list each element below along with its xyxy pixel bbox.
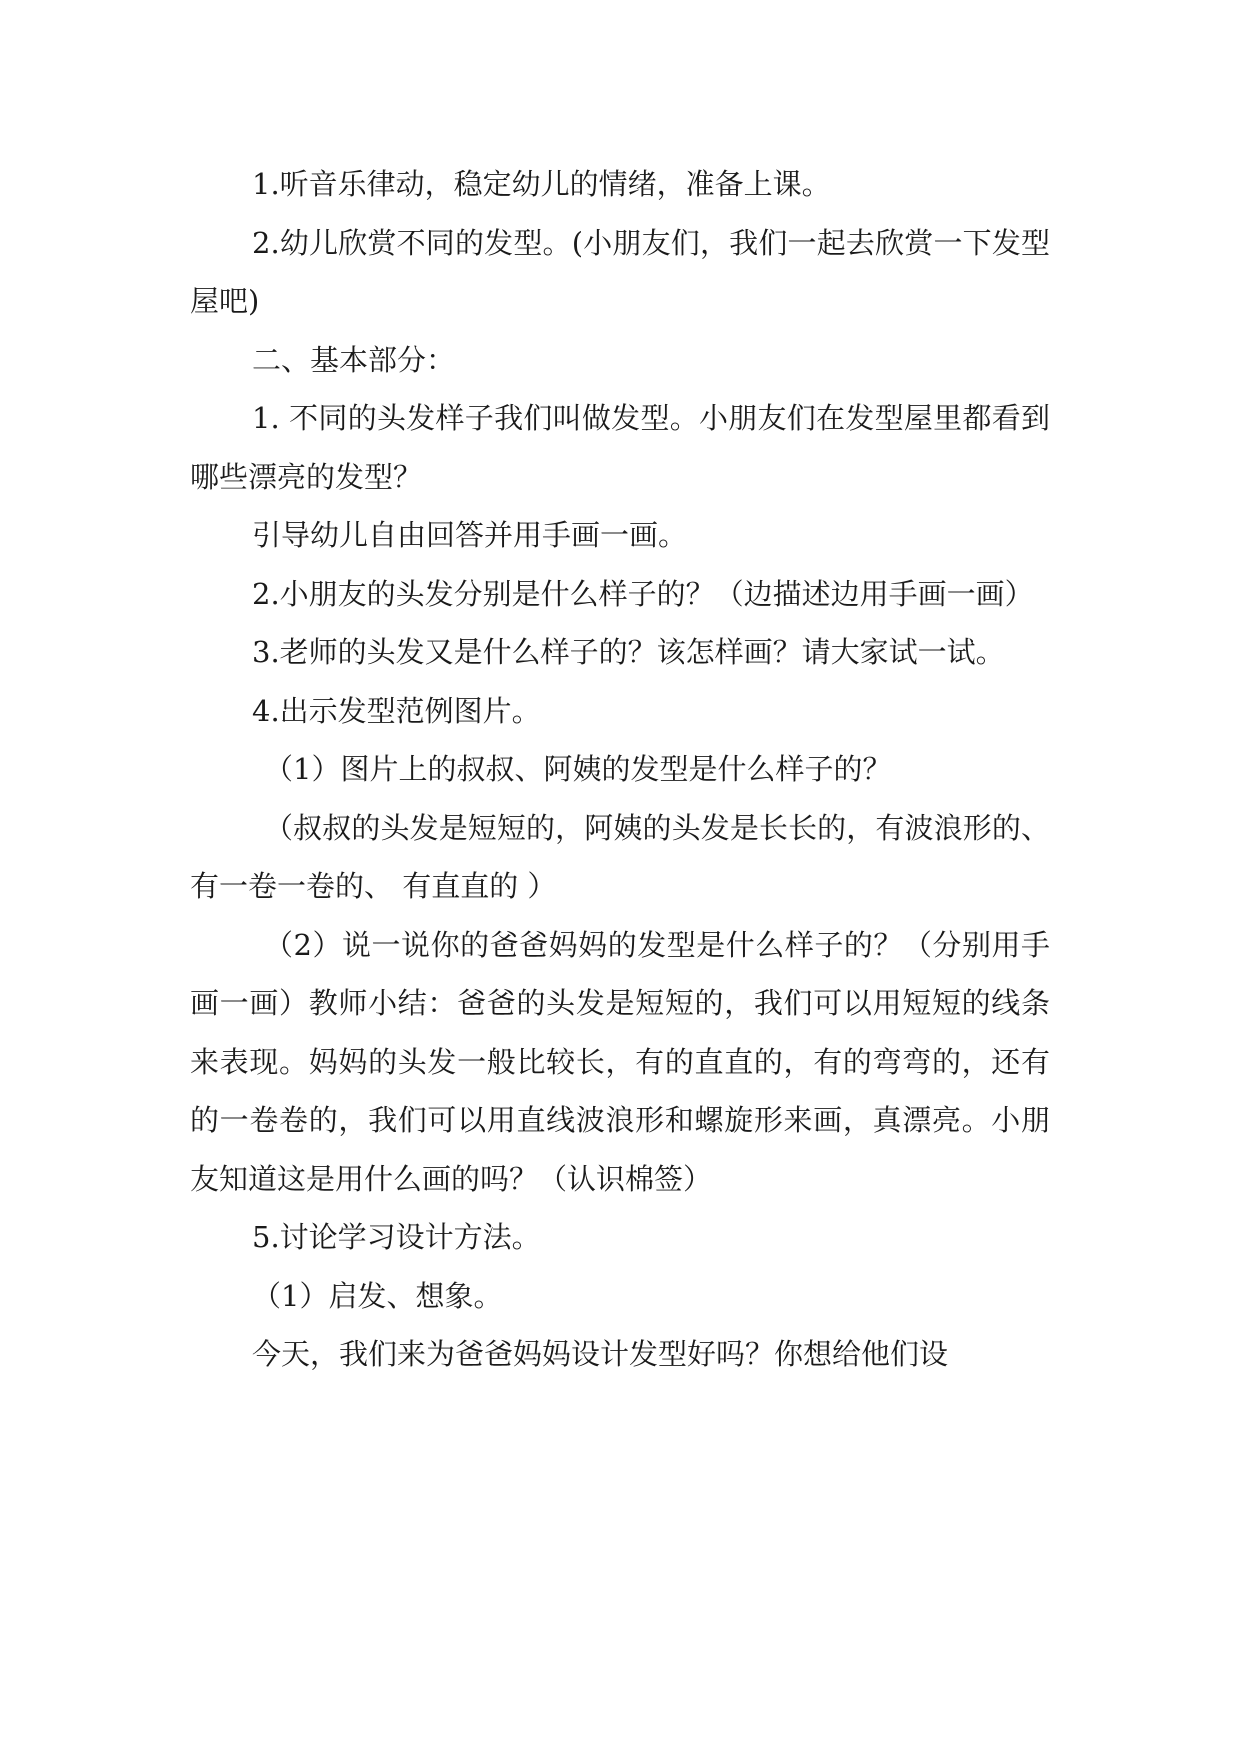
section-heading-basic-part: 二、基本部分： [252,342,456,377]
paragraph-inspire-imagine: （1）启发、想象。 [252,1278,503,1313]
document-body [190,155,1050,1384]
paragraph-appreciate-hairstyles: 2.幼儿欣赏不同的发型。(小朋友们，我们一起去欣赏一下发型屋吧) [190,225,1050,318]
paragraph-discuss-design: 5.讨论学习设计方法。 [252,1220,541,1254]
paragraph-design-for-parents: 今天，我们来为爸爸妈妈设计发型好吗？你想给他们设 [252,1337,949,1371]
paragraph-hairstyle-definition: 1. 不同的头发样子我们叫做发型。小朋友们在发型屋里都看到哪些漂亮的发型？ [190,401,1050,494]
paragraph-show-examples: 4.出示发型范例图片。 [252,693,541,728]
paragraph-warmup-music: 1.听音乐律动，稳定幼儿的情绪，准备上课。 [252,167,831,201]
paragraph-picture-question: （1）图片上的叔叔、阿姨的发型是什么样子的？ [264,752,892,786]
paragraph-picture-answer: （叔叔的头发是短短的，阿姨的头发是长长的，有波浪形的、 有一卷一卷的、 有直直的 ） [190,810,1050,903]
paragraph-guide-children: 引导幼儿自由回答并用手画一画。 [252,518,688,552]
paragraph-teacher-hair: 3.老师的头发又是什么样子的？该怎样画？请大家试一试。 [252,635,1005,669]
paragraph-children-hair: 2.小朋友的头发分别是什么样子的？（边描述边用手画一画） [252,576,1034,611]
paragraph-parents-hairstyle: （2）说一说你的爸爸妈妈的发型是什么样子的？（分别用手画一画）教师小结：爸爸的头发是短短的，我们可以用短短的线条来表现。妈妈的头发一般比较长，有的直直的，有的弯弯的，还有的一卷卷的，我们可以用直线波浪形和螺旋形来画，真漂亮。小朋友知道这是用什么画的吗？（认识棉签） [190,927,1050,1196]
